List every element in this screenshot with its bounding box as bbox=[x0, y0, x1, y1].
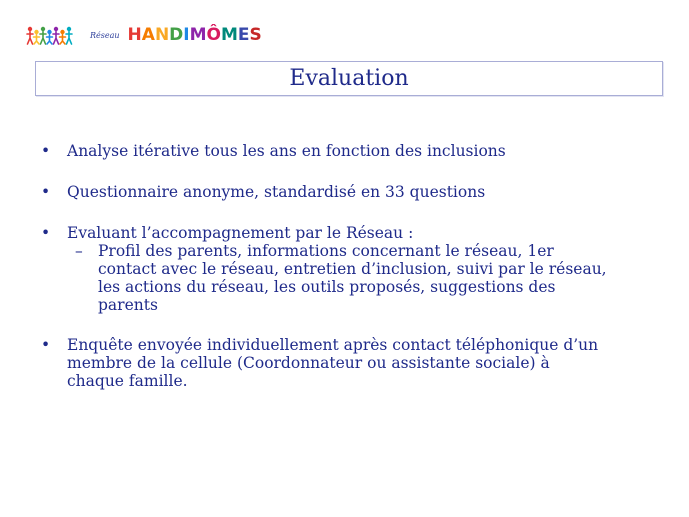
sub-bullet-line: les actions du réseau, les outils proposés, suggestions des bbox=[98, 278, 556, 296]
bullet-line: chaque famille. bbox=[67, 372, 188, 390]
logo-letter: S bbox=[249, 25, 262, 45]
child-figure-icon bbox=[66, 27, 72, 44]
bullet-item bbox=[41, 142, 661, 160]
child-figure-icon bbox=[27, 27, 33, 44]
logo-letter: E bbox=[237, 25, 250, 45]
bullet-text: Evaluant l’accompagnement par le Réseau : bbox=[67, 224, 414, 242]
bullet-marker: • bbox=[41, 224, 51, 242]
child-figure-icon bbox=[60, 30, 66, 44]
handimomes-logo bbox=[26, 24, 262, 46]
logo-letter: N bbox=[154, 25, 170, 45]
logo-letter: I bbox=[183, 25, 190, 45]
children-figures-icon bbox=[26, 25, 74, 45]
title-box bbox=[35, 61, 663, 96]
bullet-text: Analyse itérative tous les ans en fonction des inclusions bbox=[67, 142, 506, 160]
bullet-marker: • bbox=[41, 142, 51, 160]
bullet-line: membre de la cellule (Coordonnateur ou assistante sociale) à bbox=[67, 354, 550, 372]
logo-name bbox=[128, 25, 262, 45]
bullet-item bbox=[41, 336, 661, 390]
slide-content bbox=[41, 142, 661, 390]
bullet-line: Enquête envoyée individuellement après contact téléphonique d’un bbox=[67, 336, 599, 354]
child-figure-icon bbox=[47, 30, 53, 44]
sub-bullet-item bbox=[67, 242, 661, 314]
sub-bullet-line: Profil des parents, informations concernant le réseau, 1er bbox=[98, 242, 554, 260]
child-figure-icon bbox=[34, 30, 40, 44]
logo-letter: M bbox=[221, 25, 238, 45]
bullet-marker: • bbox=[41, 336, 51, 354]
logo-letter: M bbox=[189, 25, 207, 45]
sub-bullet-line: contact avec le réseau, entretien d’inclusion, suivi par le réseau, bbox=[98, 260, 607, 278]
logo-letter: H bbox=[127, 25, 142, 45]
logo-letter: Ô bbox=[206, 25, 221, 45]
logo-letter: A bbox=[141, 25, 155, 45]
bullet-marker: • bbox=[41, 183, 51, 201]
logo-letter: D bbox=[169, 25, 184, 45]
child-figure-icon bbox=[40, 27, 46, 44]
page-title: Evaluation bbox=[289, 66, 409, 91]
child-figure-icon bbox=[53, 27, 59, 44]
bullet-item bbox=[41, 183, 661, 201]
bullet-text: Questionnaire anonyme, standardisé en 33 questions bbox=[67, 183, 486, 201]
logo-reseau-label: Réseau bbox=[90, 30, 120, 40]
sub-bullet-marker: – bbox=[75, 242, 83, 260]
bullet-item bbox=[41, 224, 661, 242]
sub-bullet-line: parents bbox=[98, 296, 158, 314]
